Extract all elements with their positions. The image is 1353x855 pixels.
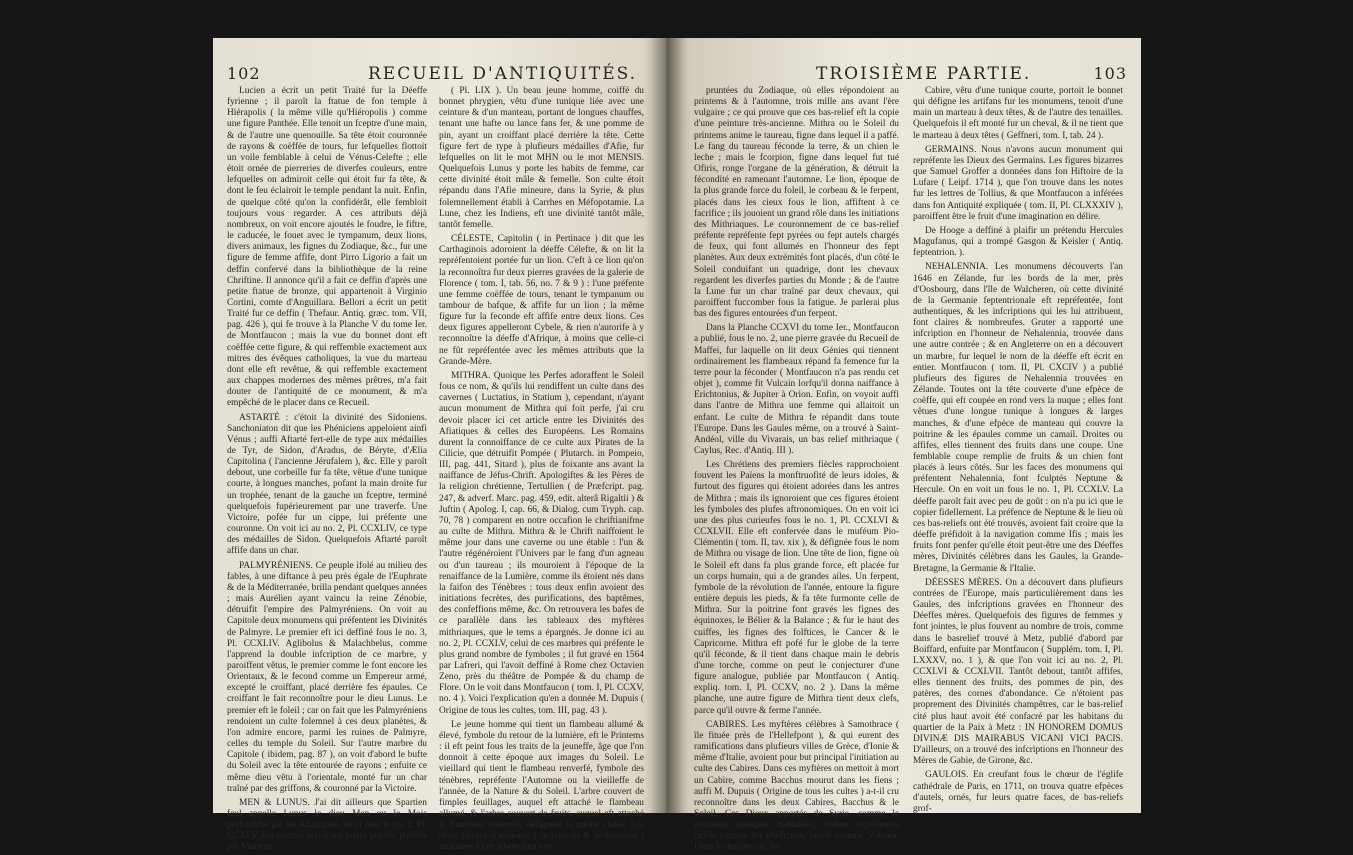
paragraph-cabire-cont: Cabire, vêtu d'une tunique courte, portoit le bonnet qui défigne les artifans fur les monumens, tenoit d'une main un marteau à deux têtes, & de l'autre des tenailles. Quelquefois il eft monté fur un cheval, & il ne tient que le marteau à deux têtes ( Geffneri, tom. I, tab. 24 ). <box>913 86 1123 141</box>
left-page <box>213 38 666 853</box>
page-number: 102 <box>227 64 261 83</box>
paragraph-chretiens: Les Chrétiens des premiers fiècles rapprochoient fouvent les Païens la monftruofité de leurs idoles, & furtout des figures qui étoient adorées dans les antres de Mithra ; mais ils ignoroient que ces figures étoient les fymboles des plufes aftronomiques. On en voit ici une des plus curieufes fous le no. 1, Pl. CCXLVI & CCXLVII. Elle eft confervée dans le muféum Pio-Clémentin ( tom. II, tav. xix ), & défignée fous le nom de Mithra ou visage de lion. Une tête de lion, figne où le Soleil eft dans fa plus grande force, eft placée fur un corps humain, qui a de grandes ailes. Un ferpent, fymbole de la révolution de l'année, entoure la figure entière depuis les pieds, & fa tête furmonte celle de Mithra. Sur la poitrine font gravés les fignes des équinoxes, le Bélier & la Balance ; & fur le haut des cuiffes, les fignes des folftices, le Cancer & le Capricorne. Mithra eft pofé fur le globe de la terre qu'il féconde, & il tient dans chaque main le debris d'une torche, comme on peut le conjecturer d'une figure analogue, publiée par Montfaucon ( Antiq. expliq. tom. I, Pl. CCXV, no. 2 ). Dans la même planche, une autre figure de Mithra tient deux clefs, parce qu'il ouvre & ferme l'année. <box>694 460 899 716</box>
paragraph-montfaucon: Dans la Planche CCXVI du tome Ier., Montfaucon a publié, fous le no. 2, une pierre gravée du Recueil de Maffei, fur laquelle on lit deux Génies qui tiennent ordinairement les flambeaux répand fa femence fur la terre pour la féconder ( Montfaucon n'a pas rendu cet objet ), comme fit Vulcain lorfqu'il donna naiffance à Erichtonius, & Jupiter à Orion. Enfin, on voyoit auffi dans l'antre de Mithra une femme qui allaitoit un enfant. Le culte de Mithra fe répandit dans toute l'Europe. Dans les Gaules même, on a trouvé à Saint-Andéol, ville du Vivarais, un bas relief mithriaque ( Caylus, Rec. d'Antiq. III ). <box>694 323 899 456</box>
book-gutter <box>650 38 684 813</box>
text-column-right-1 <box>694 86 899 855</box>
paragraph-celeste: CÉLESTE, Capitolin ( in Pertinace ) dit que les Carthaginois adoroient la déeffe Célefte, & on lit la repréfentoient portée fur un lion. C'eft à ce lion qu'on la reconnoîtra fur deux pierres gravées de la galerie de Florence ( tom. I, tab. 56, no. 7 & 9 ) : l'une préfente une femme coëffée de tours, tenant le tympanum ou tambour de bafque, & affife fur un lion ; la même figure fur la feconde eft affife entre deux lions. Ces deux figures appelleront Cybele, & rien n'autorife à y reconnoître la déeffe d'Afrique, à moins que celle-ci ne fût repréfentée avec les mêmes attributs que la Grande-Mère. <box>439 234 644 367</box>
page-number: 103 <box>1093 64 1127 83</box>
right-page <box>666 38 1141 853</box>
running-title: TROISIÈME PARTIE. <box>816 64 1032 84</box>
paragraph-gaulois: GAULOIS. En creufant fous le chœur de l'églife cathédrale de Paris, en 1711, on trouva quatre efpèces d'autels, ornés, fur leurs quatre faces, de bas-reliefs grof- <box>913 770 1123 814</box>
paragraph-de-hooge: De Hooge a deffiné à plaifir un prétendu Hercules Magufanus, qui a trompé Gasgon & Keisler ( Antiq. feptentrion. ). <box>913 225 1123 259</box>
paragraph-deesses-meres: DÉESSES MÈRES. On a découvert dans plufieurs contrées de l'Europe, mais particulièrement dans les Gaules, des infcriptions gravées en l'honneur des Déeffes mères. Quelquefois des figures de femmes y font jointes, le plus fouvent au nombre de trois, comme dans le basrelief trouvé à Metz, publié d'abord par Boiffard, enfuite par Montfaucon ( Supplém. tom. I, Pl. LXXXV, no. 1 ), & que l'on voit ici au no. 2, Pl. CCXLVI & CCXLVII. Tantôt debout, tantôt affifes, elles tiennent des fruits, des pommes de pin, des patères, des cornes d'abondance. Ce n'étoient pas proprement des Divinités champêtres, car le bas-relief cité plus haut avoit été confacré par les habitans du quartier de la Paix à Metz : IN HONOREM DOMUS DIVINÆ DIS MAIRABUS VICANI VICI PACIS. D'ailleurs, on a trouvé des infcriptions en l'honneur des Mères de Gabie, de Girone, &c. <box>913 577 1123 767</box>
paragraph-cabires: CABIRES. Les myftères célèbres à Samothrace ( île fituée près de l'Hellefpont ), & qui eurent des ramifications dans plufieurs villes de Grèce, d'Ionie & même d'Italie, avoient pour but principal l'initiation au culte des Cabires. Dans ces myftères on mettoit à mort un Cabire, comme Bacchus mourut dans les fiens ; auffi M. Dupuis ( Origine de tous les cultes ) a-t-il cru reconnoître dans les deux Cabires, Bacchus & le Soleil. Ces Dieux apportés de Syrie, comme le prouvent quelques médailles, étoient repréfentés tantôt comme les Diofcures, tantôt comme Vulcain. Dans le dernier cas, un <box>694 719 899 853</box>
paragraph-men-lunus: MEN & LUNUS. J'ai dit ailleurs que Spartien feul appelle Lunus le dieu Men ou le Mois perfonnifié par les Afiatiques. Voici fous le no. 1, Pl. CCXLV, fon portrait pris d'une pierre gravée, publiée par Mariette <box>227 797 427 853</box>
text-column-left-1 <box>227 86 427 855</box>
paragraph-astarte: ASTARTÉ : c'étoit la divinité des Sidoniens. Sanchoniaton dit que les Phéniciens appeloient ainfi Vénus ; auffi Aftarté fert-elle de type aux médailles de Tyr, de Sidon, d'Aradus, de Béryte, d'Ælia Capitolina ( l'ancienne Jérufalem ), &c. Elle y paroît debout, une corbeille fur fa tête, vêtue d'une tunique courte, à longues manches, pofant la main droite fur un trophée, tenant de la gauche un fceptre, terminé quelquefois fupérieurement par une traverfe. Une Victoire, pofée fur un cippe, lui préfente une couronne. On voit ici au no. 2, Pl. CCXLIV, ce type des médailles de Sidon. Quelquefois Aftarté paroît affife dans un char. <box>227 412 427 557</box>
paragraph-zodiaque: pruntées du Zodiaque, où elles répondoient au printems & à l'automne, trois mille ans avant l'ère vulgaire ; ce qui prouve que ces bas-relief eft la copie d'une peinture très-ancienne. Mithra ou le Soleil du printems anime le taureau, figne dans lequel il a paffé. Le fang du taureau féconde la terre, & un chien le leche ; mais le fcorpion, figne dans lequel fut tué Ofiris, ronge l'organe de la génération, & détruit la fécondité en ramenant l'automne. Le lion, époque de la plus grande force du foleil, le corbeau & le ferpent, placés dans les cieux fous le lion, affiftent à ce facrifice ; ils jouoient un grand rôle dans les initiations des Mithriaques. Le couronnement de ce bas-relief préfente repréfente fept pyrées ou fept autels chargés de feux, qui font allumés en l'honneur des fept planètes. Aux deux extrémités font placés, d'un côté le Soleil conduifant un quadrige, dont les chevaux regardent les diverfes parties du Monde ; & de l'autre la Lune fur un char traîné par deux chevaux, qui paroiffent fuccomber fous la fatigue. Je parlerai plus bas des figures entourées d'un ferpent. <box>694 86 899 320</box>
paragraph-germains: GERMAINS. Nous n'avons aucun monument qui repréfente les Dieux des Germains. Les figures bizarres que Samuel Groffer a données dans fon Hiftoire de la Lufare ( Leipf. 1714 ), que l'on trouve dans les notes fur les lettres de Tollius, & que Montfaucon a inférées dans fon Antiquité expliquée ( tom. II, Pl. CLXXXIV ), paroiffent être le fruit d'une imagination en délire. <box>913 144 1123 222</box>
paragraph-palmyreniens: PALMYRÉNIENS. Ce peuple ifolé au milieu des fables, à une diftance à peu près égale de l'Euphrate & de la Méditerranée, brilla pendant quelques années ; mais Aurélien ayant vaincu la reine Zénobie, détruifit l'empire des Palmyréniens. On voit au Capitole deux monumens qui préfentent les Divinités de Palmyre. Le premier eft ici deffiné fous le no. 3, Pl. CCXLIV. Aglibolus & Malachbelus, comme l'apprend la double infcription de ce marbre, y paroiffent vêtus, le premier comme le font encore les Orientaux, & le fecond comme un Empereur armé, excepté le croiffant, placé derrière fes épaules. Ce croiffant le fait reconnoître pour le dieu Lunus. Le premier eft le foleil ; car on fait que les Palmyréniens rendoient un culte folemnel à ces deux planètes, & l'on admire encore, parmi les ruines de Palmyre, celles du temple du Soleil. Sur l'autre marbre du Capitole ( ibidem, pag. 87 ), on voit d'abord le bufte du Soleil avec la tête entourée de rayons ; enfuite ce même dieu vêtu à l'orientale, monté fur un char traîné par des griffons, & couronné par la Victoire. <box>227 560 427 794</box>
paragraph-nehalennia: NEHALENNIA. Les monumens découverts l'an 1646 en Zélande, fur les bords de la mer, près d'Oosbourg, dans l'île de Walcheren, où cette divinité de la Germanie feptentrionale eft repréfentée, font authentiques, & les infcriptions qui les lui attribuent, font claires & nombreufes. Gruter a rapporté une infcription en l'honneur de Nehalennia, trouvée dans une autre contrée ; & en Angleterre on en a découvert un marbre, fur lequel le nom de la déeffe eft écrit en entier. Montfaucon ( tom. II, Pl. CXCIV ) a publié plufieurs des figures de Nehalennia trouvées en Zélande. Toutes ont la tête couverte d'une efpèce de coëffe, qui eft coupée en rond vers la nuque ; elles font vêtues d'une longue tunique à longues & larges manches, & d'une efpèce de manteau qui couvre la poitrine & les épaules comme un camail. Droites ou affifes, elles tiennent des fruits dans une coupe. Une femblable coupe remplie de fruits & un chien font placés à leurs côtés. Sur les faces des monumens qui préfentent Nehalennia, font fculptés Neptune & Hercule. On en voit un fous le no. 1, Pl. CCXLV. La déeffe paroît fait avec peu de goût : on n'a pu ici que le copier fidellement. La préfence de Neptune & le lieu où ces bas-reliefs ont été trouvés, avoient fait croire que la déeffe préfidoit à la navigation comme Ifis ; mais les fruits font penfer qu'elle étoit peut-être une des Déeffes mères, Divinités célèbres dans les Gaules, la Grande-Bretagne, la Germanie & l'Italie. <box>913 262 1123 574</box>
paragraph-lunus-cont: ( Pl. LIX ). Un beau jeune homme, coiffé du bonnet phrygien, vêtu d'une tunique liée avec une ceinture & d'un manteau, portant de longues chauffes, tenant une hafte ou lance fans fer, & une pomme de pin, ayant un croiffant placé derrière la tête. Cette figure fert de type à plufieurs médailles d'Afie, fur lefquelles on lit le mot MHN ou le mot MENSIS. Quelquefois Lunus y porte les habits de femme, car cette divinité étoit mâle & femelle. Son culte étoit répandu dans l'Afie mineure, dans la Syrie, & plus folemnellement établi à Carrhes en Méfopotamie. La Lune, chez les Indiens, eft une divinité tantôt mâle, tantôt femelle. <box>439 86 644 230</box>
paragraph-mithra: MITHRA. Quoique les Perfes adoraffent le Soleil fous ce nom, & qu'ils lui rendiffent un culte dans des cavernes ( Luctatius, in Statium ), cependant, n'ayant aucun monument de Mithra qui foit perfe, j'ai cru devoir placer ici cet article entre les Divinités des Afiatiques & celles des Européens. Les Romains durent la connoiffance de ce culte aux Pirates de la Cilicie, que détruifit Pompée ( Plutarch. in Pompeio, III, pag. 441, Sitard ), plus de foixante ans avant la naiffance de Jéfus-Chrift. Apologiftes & les Pères de la religion chrétienne, Tertullien ( de Præfcript. pag. 247, & adverf. Marc. pag. 459, edit. alterâ Rigaltii ) & Juftin ( Apolog. I, cap. 66, & Dialog. cum Tryph. cap. 70, 78 ) comparent en notre occafion le chriftianifme au culte de Mithra. Mithra & le Chrift naiffoient le même jour dans une caverne ou une étable : l'un & l'autre régénéroient l'Univers par le fang d'un agneau ou d'un taureau ; ils mouroient à l'époque de la renaiffance de la Lumière, comme ils étoient nés dans la faifon des Ténèbres : tous deux enfin avoient des initiations fecrètes, des purifications, des baptêmes, des confeffions même, &c. On retrouvera les bafes de ce parallèle dans les tableaux des myftères mithriaques, que le tems a épargnés. Je donne ici au no. 2, Pl. CCXLV, celui de ces marbres qui préfente le plus grand nombre de fymboles ; il fut gravé en 1564 par Lafreri, qui l'avoit deffiné à Rome chez Octavien Zeno, près du théâtre de Pompée & du champ de Flore. On le voit dans Montfaucon ( tom. I, Pl. CCXV, no. 4 ). Voici l'explication qu'en a donnée M. Dupuis ( Origine de tous les cultes, tom. III, pag. 43 ). <box>439 370 644 716</box>
paragraph-mithra-explanation: Le jeune homme qui tient un flambeau allumé & élevé, fymbole du retour de la lumière, eft le Printems : il eft peint fous les traits de la jeuneffe, âge que l'on donnoit à cette époque aux images du Soleil. Le vieillard qui tient le flambeau renverfé, fymbole des ténèbres, repréfente l'Automne ou la vieilleffe de l'année, de la Nature & du Soleil. L'arbre couvert de fimples feuillages, auquel eft attaché le flambeau allumé, & l'arbre couvert de fruits, auquel eft attaché le flambeau renverfé, défignent la même chofe. Les deux figures d'animaux ( le taureau & le fcorpion ) attachées à ces arbres font em- <box>439 719 644 853</box>
running-title: RECUEIL D'ANTIQUITÉS. <box>368 64 638 84</box>
text-column-right-2 <box>913 86 1123 816</box>
paragraph-deesse-syrienne: Lucien a écrit un petit Traité fur la Déeffe fyrienne ; il paroît la ftatue de fon temple à Hiérapolis ( la même ville qu'Hiéropolis ) comme une figure Panthée. Elle tenoit un fceptre d'une main, & de l'autre une quenouille. Sa tête étoit couronnée de rayons & coëffée de tours, fur lefquelles flottoit un voile femblable à celui de Vénus-Celefte ; elle étoit ornée de pierreries de diverfes couleurs, entre lefquelles on admiroit celle qui étoit fur fa tête, & dont le feu éclairoit le temple pendant la nuit. Enfin, de quelque côté qu'on la confidérât, elle fembloit toujours vous regarder. A ces attributs déjà nombreux, on voit encore ajoutés le foudre, le fiftre, le caducée, le fouet avec le tympanum, deux lions, divers animaux, les fignes du Zodiaque, &c., fur une figure de femme affife, dont Pirro Ligorio a fait un deffin confervé dans la bibliothèque de la reine Chriftine. Il annonce qu'il a fait ce deffin d'après une petite ftatue de bronze, qui appartenoit à Virginio Cortini, comte d'Anguillara. Bellori a écrit un petit Traité fur ce deffin ( Thefaur. Antiq. græc. tom. VII, pag. 426 ), qui fe trouve à la Planche V du tome Ier. de Montfaucon ; mais la vue du bonnet dont eft coëffée cette figure, & qui reffemble exactement aux mitres des évêques catholiques, la vue du marteau dont elle eft revêtue, & qui reffemble exactement aux chappes modernes des mêmes prêtres, m'a fait douter de l'antiquité de ce monument, & m'a empêché de le placer dans ce Recueil. <box>227 86 427 409</box>
text-column-left-2 <box>439 86 644 855</box>
